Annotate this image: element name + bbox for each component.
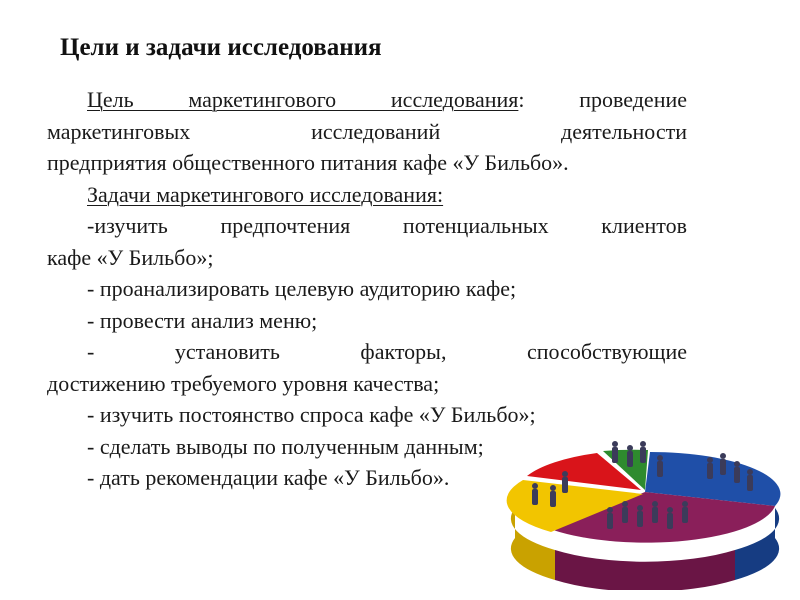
task-item-3: - провести анализ меню;	[87, 307, 318, 333]
task-item-6: - сделать выводы по полученным данным;	[87, 433, 484, 459]
task-item-7: - дать рекомендации кафе «У Бильбо».	[87, 465, 450, 490]
task-item-2: - проанализировать целевую аудиторию кафе;	[87, 276, 517, 301]
task-item-1-line-1: -изучить предпочтения потенциальных клиентов	[87, 213, 687, 238]
slide-body	[47, 84, 687, 494]
goal-line-1	[47, 84, 687, 116]
tasks-heading	[47, 179, 687, 211]
people-pie-chart-icon	[505, 440, 785, 590]
task-item-5: - изучить постоянство спроса кафе «У Бильбо»;	[87, 402, 536, 427]
pie-side-purple	[555, 550, 735, 590]
slide-title: Цели и задачи исследования	[60, 34, 382, 61]
task-item-4-line-2: достижению требуемого уровня качества;	[47, 370, 440, 396]
task-item-1-line-2: кафе «У Бильбо»;	[47, 244, 214, 270]
task-item-4-line-1: - установить факторы, способствующие	[87, 339, 687, 364]
goal-line-3: предприятия общественного питания кафе «У Бильбо».	[47, 150, 569, 175]
goal-text-1: : проведение	[518, 87, 688, 112]
tasks-label: Задачи маркетингового исследования:	[87, 181, 444, 207]
goal-label: Цель маркетингового исследования	[87, 87, 519, 112]
goal-line-2: маркетинговых исследований деятельности	[47, 118, 687, 144]
